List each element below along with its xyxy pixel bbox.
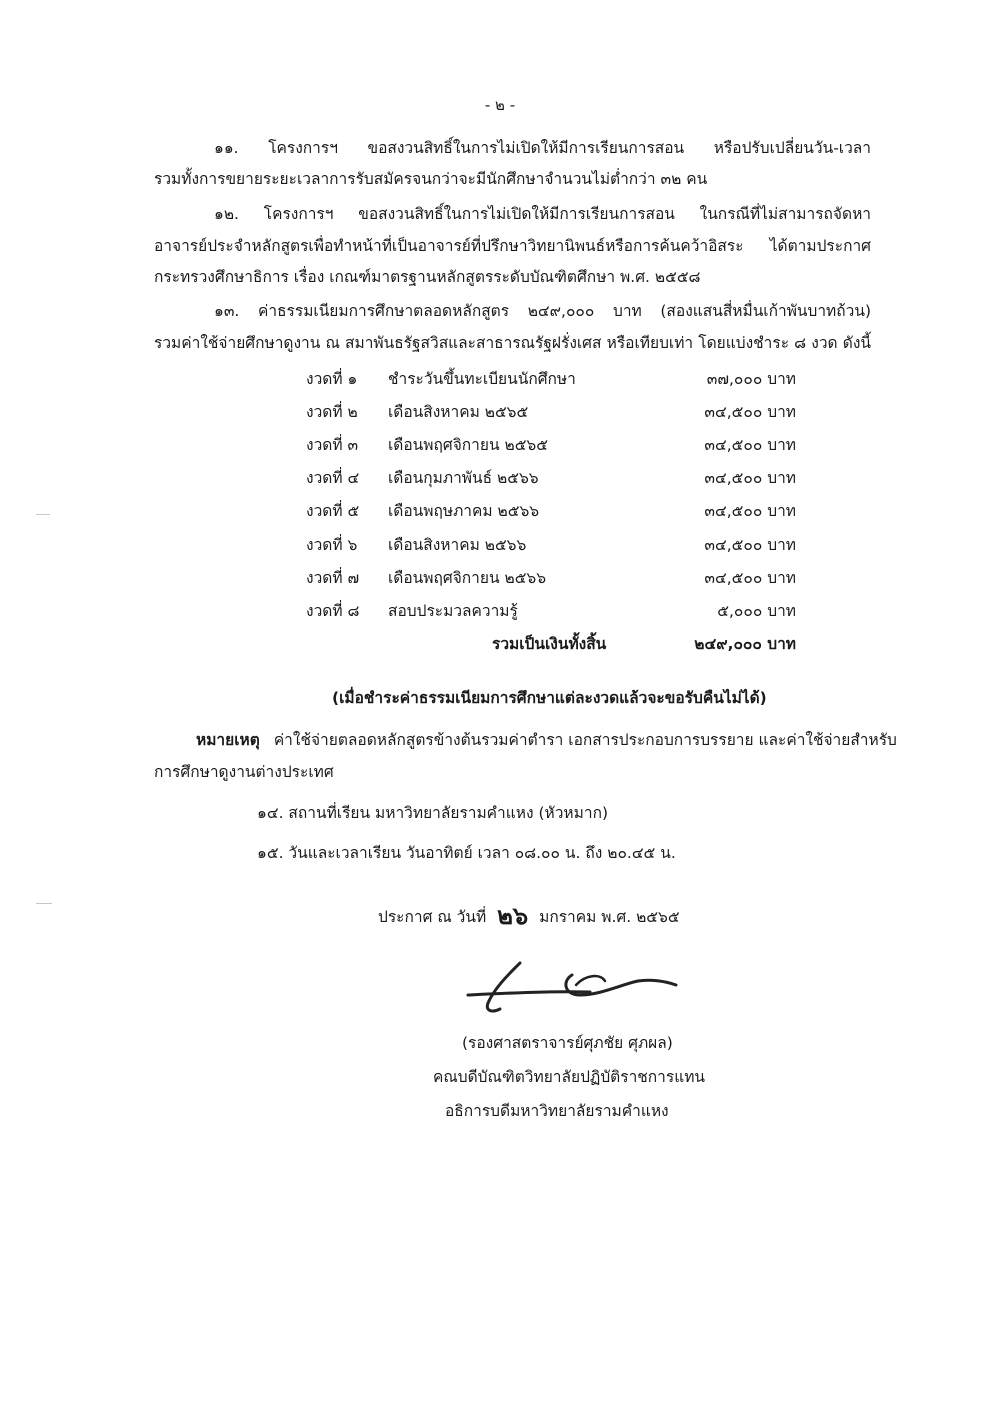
item-13-line-2: รวมค่าใช้จ่ายศึกษาดูงาน ณ สมาพันธรัฐสวิสและสาธารณรัฐฝรั่งเศส หรือเทียบเท่า โดยแบ่งชำระ ๘ งวด ดังนี้	[154, 334, 871, 352]
scan-mark	[36, 514, 50, 515]
announcement-month-year: มกราคม พ.ศ. ๒๕๖๕	[539, 908, 680, 926]
installment-label: งวดที่ ๒	[306, 403, 358, 421]
installment-row	[306, 366, 796, 388]
scan-mark	[36, 903, 52, 904]
remark-label: หมายเหตุ	[196, 731, 260, 749]
remark-line-1	[196, 727, 897, 752]
installment-label: งวดที่ ๕	[306, 502, 360, 520]
installment-desc: ชำระวันขึ้นทะเบียนนักศึกษา	[388, 370, 576, 388]
installment-desc: เดือนสิงหาคม ๒๕๖๖	[388, 536, 527, 554]
installment-row	[306, 432, 796, 454]
item-11-line-1: ๑๑. โครงการฯ ขอสงวนสิทธิ์ในการไม่เปิดให้มีการเรียนการสอน หรือปรับเปลี่ยนวัน-เวลา	[214, 139, 871, 157]
signatory-name: (รองศาสตราจารย์ศุภชัย ศุภผล)	[462, 1034, 673, 1052]
installment-label: งวดที่ ๓	[306, 436, 359, 454]
installment-row	[306, 565, 796, 587]
item-14: ๑๔. สถานที่เรียน มหาวิทยาลัยรามคำแหง (หัวหมาก)	[257, 804, 608, 822]
installment-row	[306, 399, 796, 421]
installment-label: งวดที่ ๔	[306, 469, 360, 487]
signatory-title-1: คณบดีบัณฑิตวิทยาลัยปฏิบัติราชการแทน	[433, 1068, 706, 1086]
page-number: - ๒ -	[484, 96, 516, 114]
announcement-prefix: ประกาศ ณ วันที่	[378, 908, 487, 926]
installment-amount: ๓๔,๕๐๐ บาท	[704, 502, 796, 520]
installment-label: งวดที่ ๖	[306, 536, 358, 554]
signature-image	[440, 955, 700, 1025]
installment-amount: ๓๔,๕๐๐ บาท	[704, 469, 796, 487]
installment-row	[306, 598, 796, 620]
remark-text-1: ค่าใช้จ่ายตลอดหลักสูตรข้างต้นรวมค่าตำรา เอกสารประกอบการบรรยาย และค่าใช้จ่ายสำหรับ	[273, 731, 897, 749]
installment-desc: เดือนกุมภาพันธ์ ๒๕๖๖	[388, 469, 539, 487]
installment-amount: ๕,๐๐๐ บาท	[717, 602, 796, 620]
installment-amount: ๓๔,๕๐๐ บาท	[704, 403, 796, 421]
installment-amount: ๓๔,๕๐๐ บาท	[704, 436, 796, 454]
item-12-line-1: ๑๒. โครงการฯ ขอสงวนสิทธิ์ในการไม่เปิดให้มีการเรียนการสอน ในกรณีที่ไม่สามารถจัดหา	[214, 205, 871, 223]
item-12-line-3: กระทรวงศึกษาธิการ เรื่อง เกณฑ์มาตรฐานหลักสูตรระดับบัณฑิตศึกษา พ.ศ. ๒๕๕๘	[154, 268, 701, 286]
installment-row	[306, 532, 796, 554]
installment-amount: ๓๔,๕๐๐ บาท	[704, 569, 796, 587]
installment-row	[306, 498, 796, 520]
refund-notice: (เมื่อชำระค่าธรรมเนียมการศึกษาแต่ละงวดแล้วจะขอรับคืนไม่ได้)	[332, 689, 767, 707]
remark-line-2: การศึกษาดูงานต่างประเทศ	[154, 763, 334, 781]
item-13-line-1: ๑๓. ค่าธรรมเนียมการศึกษาตลอดหลักสูตร ๒๔๙,๐๐๐ บาท (สองแสนสี่หมื่นเก้าพันบาทถ้วน)	[214, 302, 871, 320]
installment-desc: เดือนพฤศจิกายน ๒๕๖๖	[388, 569, 547, 587]
announcement-day: ๒๖	[497, 902, 529, 930]
item-15: ๑๕. วันและเวลาเรียน วันอาทิตย์ เวลา ๐๘.๐๐ น. ถึง ๒๐.๔๕ น.	[257, 844, 676, 862]
installment-row	[306, 465, 796, 487]
installment-label: งวดที่ ๗	[306, 569, 360, 587]
installment-label: งวดที่ ๘	[306, 602, 360, 620]
announcement-date	[378, 896, 680, 935]
installment-desc: เดือนพฤษภาคม ๒๕๖๖	[388, 502, 540, 520]
item-11-line-2: รวมทั้งการขยายระยะเวลาการรับสมัครจนกว่าจะมีนักศึกษาจำนวนไม่ต่ำกว่า ๓๒ คน	[154, 170, 708, 188]
total-amount: ๒๔๙,๐๐๐ บาท	[694, 635, 796, 653]
installment-desc: สอบประมวลความรู้	[388, 602, 518, 620]
installment-label: งวดที่ ๑	[306, 370, 358, 388]
installment-amount: ๓๗,๐๐๐ บาท	[706, 370, 796, 388]
total-label: รวมเป็นเงินทั้งสิ้น	[492, 635, 607, 653]
installment-total-row	[306, 631, 796, 653]
item-12-line-2: อาจารย์ประจำหลักสูตรเพื่อทำหน้าที่เป็นอาจารย์ที่ปรึกษาวิทยานิพนธ์หรือการค้นคว้าอิสระ ได้ตามประกาศ	[154, 237, 871, 255]
installment-desc: เดือนสิงหาคม ๒๕๖๕	[388, 403, 529, 421]
installment-amount: ๓๔,๕๐๐ บาท	[704, 536, 796, 554]
signatory-title-2: อธิการบดีมหาวิทยาลัยรามคำแหง	[445, 1102, 669, 1120]
installment-desc: เดือนพฤศจิกายน ๒๕๖๕	[388, 436, 549, 454]
